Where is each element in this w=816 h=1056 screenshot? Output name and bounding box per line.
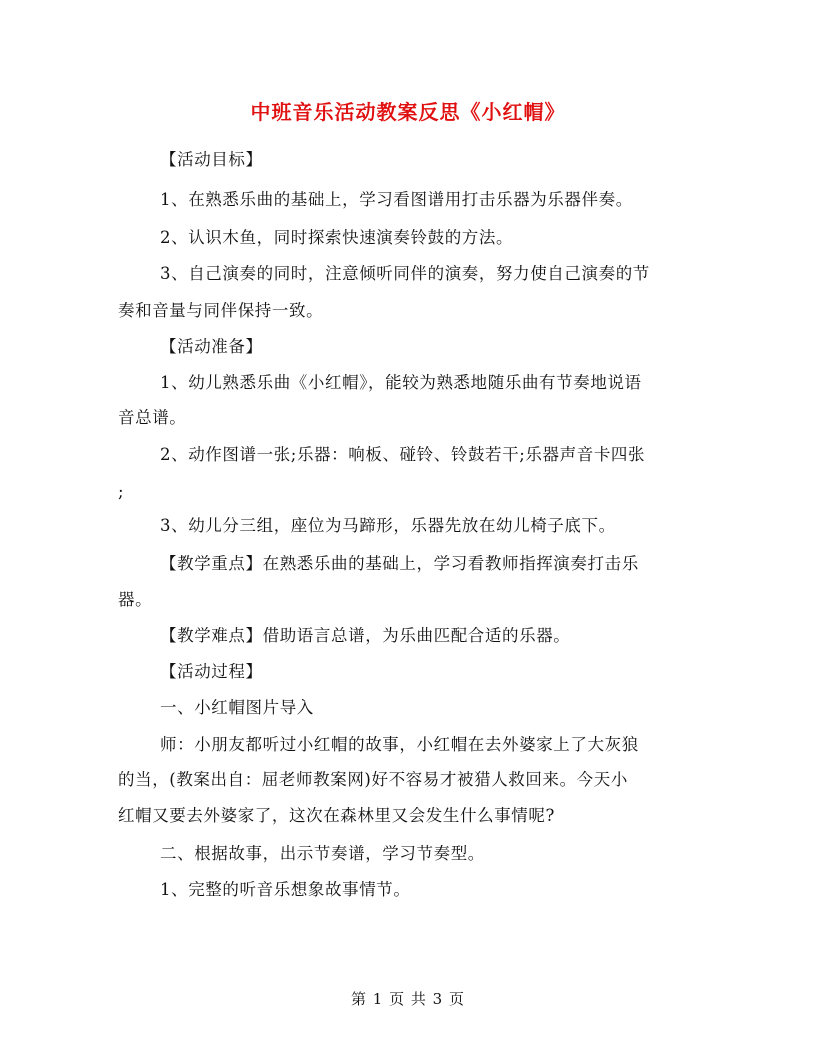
paragraph-line: ; — [118, 482, 125, 501]
paragraph-line: 器。 — [118, 590, 153, 609]
section-heading-key-point: 【教学重点】在熟悉乐曲的基础上，学习看教师指挥演奏打击乐 — [160, 554, 639, 573]
paragraph-line: 奏和音量与同伴保持一致。 — [118, 301, 324, 320]
section-heading-preparation: 【活动准备】 — [160, 337, 263, 356]
paragraph-line: 1、完整的听音乐想象故事情节。 — [160, 880, 411, 899]
section-heading-difficulty: 【教学难点】借助语言总谱，为乐曲匹配合适的乐器。 — [160, 626, 571, 645]
paragraph-line: 1、在熟悉乐曲的基础上，学习看图谱用打击乐器为乐器伴奏。 — [160, 190, 633, 209]
paragraph-line: 2、认识木鱼，同时探索快速演奏铃鼓的方法。 — [160, 228, 514, 247]
section-heading-goals: 【活动目标】 — [160, 150, 263, 169]
paragraph-line: 师：小朋友都听过小红帽的故事，小红帽在去外婆家上了大灰狼 — [160, 735, 639, 754]
paragraph-line: 2、动作图谱一张;乐器：响板、碰铃、铃鼓若干;乐器声音卡四张 — [160, 445, 646, 464]
page-title: 中班音乐活动教案反思《小红帽》 — [250, 100, 566, 124]
paragraph-line: 红帽又要去外婆家了，这次在森林里又会发生什么事情呢? — [118, 806, 555, 825]
paragraph-line: 一、小红帽图片导入 — [160, 698, 314, 717]
page-number-footer: 第 1 页 共 3 页 — [351, 990, 465, 1008]
paragraph-line: 3、自己演奏的同时，注意倾听同伴的演奏，努力使自己演奏的节 — [160, 264, 650, 283]
paragraph-line: 音总谱。 — [118, 408, 187, 427]
paragraph-line: 1、幼儿熟悉乐曲《小红帽》，能较为熟悉地随乐曲有节奏地说语 — [160, 373, 642, 392]
paragraph-line: 二、根据故事，出示节奏谱，学习节奏型。 — [160, 844, 485, 863]
paragraph-line: 3、幼儿分三组，座位为马蹄形，乐器先放在幼儿椅子底下。 — [160, 516, 616, 535]
section-heading-process: 【活动过程】 — [160, 662, 263, 681]
paragraph-line: 的当，(教案出自：屈老师教案网)好不容易才被猎人救回来。今天小 — [118, 770, 628, 789]
